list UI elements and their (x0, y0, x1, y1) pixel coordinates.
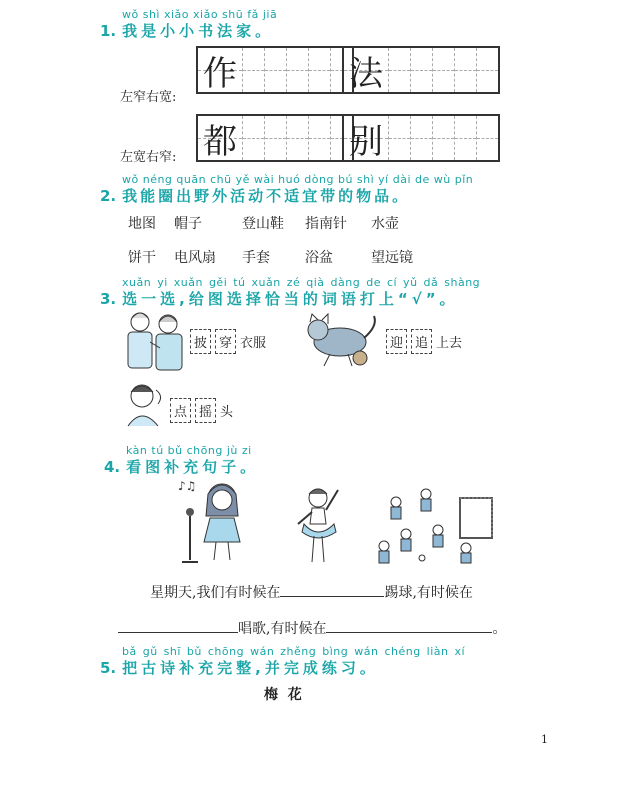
item-bathtub[interactable]: 浴盆 (305, 250, 333, 266)
option-chuan[interactable]: 穿 (215, 329, 236, 354)
q2-title-text: 我能圈出野外活动不适宜带的物品。 (122, 187, 411, 205)
writing-grid-2[interactable] (342, 46, 500, 94)
writing-grid-1[interactable] (196, 46, 354, 94)
sentence-part-1: 星期天,我们有时候在 (150, 585, 281, 601)
blank-1[interactable] (280, 582, 384, 597)
q5-number: 5. (100, 659, 117, 677)
option-yao[interactable]: 摇 (195, 398, 216, 423)
girl-dancing-illustration (292, 484, 348, 568)
elderly-couple-illustration (120, 308, 190, 376)
q5-title (100, 657, 379, 678)
row2-label: 左宽右窄: (120, 150, 177, 165)
blank-2[interactable] (118, 618, 238, 633)
grid-cell-main (198, 48, 242, 92)
item-compass[interactable]: 指南针 (305, 216, 347, 232)
item-kettle[interactable]: 水壶 (371, 216, 399, 232)
suffix-chase: 上去 (436, 336, 463, 351)
item-hat[interactable]: 帽子 (174, 216, 202, 232)
q2-pinyin: wǒ néng quān chū yě wài huó dòng bú shì yí dài de wù pǐn (122, 173, 474, 186)
sentence-part-2: 踢球,有时候在 (384, 585, 473, 601)
q1-pinyin: wǒ shì xiǎo xiǎo shū fǎ jiā (122, 8, 278, 21)
option-ying[interactable]: 迎 (386, 329, 407, 354)
grid-char: 都 (203, 121, 237, 162)
grid-char: 别 (349, 121, 383, 162)
grid-cell-main (344, 116, 388, 160)
item-hiking-shoes[interactable]: 登山鞋 (242, 216, 284, 232)
q4-title (104, 456, 259, 477)
q1-number: 1. (100, 22, 117, 40)
q2-number: 2. (100, 187, 117, 205)
sentence-part-4: 。 (492, 621, 507, 637)
grid-cell-main (198, 116, 242, 160)
q4-title-text: 看图补充句子。 (126, 458, 260, 476)
svg-text:♪♫: ♪♫ (178, 479, 197, 493)
option-zhui[interactable]: 追 (411, 329, 432, 354)
writing-grid-3[interactable] (196, 114, 354, 162)
children-playing-soccer-illustration (376, 484, 496, 566)
option-set-chase (386, 329, 462, 354)
q3-title-text: 选一选,给图选择恰当的词语打上“√”。 (122, 290, 459, 308)
q2-title (100, 185, 410, 206)
option-dian[interactable]: 点 (170, 398, 191, 423)
sentence-part-3: 唱歌,有时候在 (238, 621, 327, 637)
suffix-clothes: 衣服 (240, 336, 267, 351)
poem-title: 梅 花 (264, 687, 302, 703)
blank-3[interactable] (326, 618, 492, 633)
q5-title-text: 把古诗补充完整,并完成练习。 (122, 659, 379, 677)
option-set-clothes (190, 329, 266, 354)
q3-title (100, 288, 459, 309)
q4-pinyin: kàn tú bǔ chōng jù zi (126, 444, 252, 457)
item-gloves[interactable]: 手套 (242, 250, 270, 266)
writing-grid-4[interactable] (342, 114, 500, 162)
row1-label: 左窄右宽: (120, 90, 177, 105)
boy-shaking-head-illustration (120, 380, 168, 428)
q4-number: 4. (104, 458, 121, 476)
cat-chasing-mouse-illustration (300, 310, 382, 370)
sentence-line-2 (118, 618, 506, 638)
item-telescope[interactable]: 望远镜 (371, 250, 413, 266)
grid-char: 作 (203, 53, 237, 94)
q5-pinyin: bǎ gǔ shī bǔ chōng wán zhěng bìng wán chéng liàn xí (122, 645, 466, 658)
girl-singing-illustration (178, 476, 250, 566)
grid-char: 法 (349, 53, 383, 94)
grid-cell-main (344, 48, 388, 92)
suffix-head: 头 (220, 405, 234, 420)
option-set-head (170, 398, 233, 423)
item-biscuits[interactable]: 饼干 (128, 250, 156, 266)
page-number: 1 (541, 733, 548, 746)
q1-title-text: 我是小小书法家。 (122, 22, 275, 40)
item-map[interactable]: 地图 (128, 216, 156, 232)
q3-pinyin: xuǎn yi xuǎn gěi tú xuǎn zé qià dàng de cí yǔ dǎ shàng (122, 276, 481, 289)
option-pi[interactable]: 披 (190, 329, 211, 354)
sentence-line-1 (150, 582, 473, 602)
item-electric-fan[interactable]: 电风扇 (174, 250, 216, 266)
q1-title (100, 20, 274, 41)
q3-number: 3. (100, 290, 117, 308)
